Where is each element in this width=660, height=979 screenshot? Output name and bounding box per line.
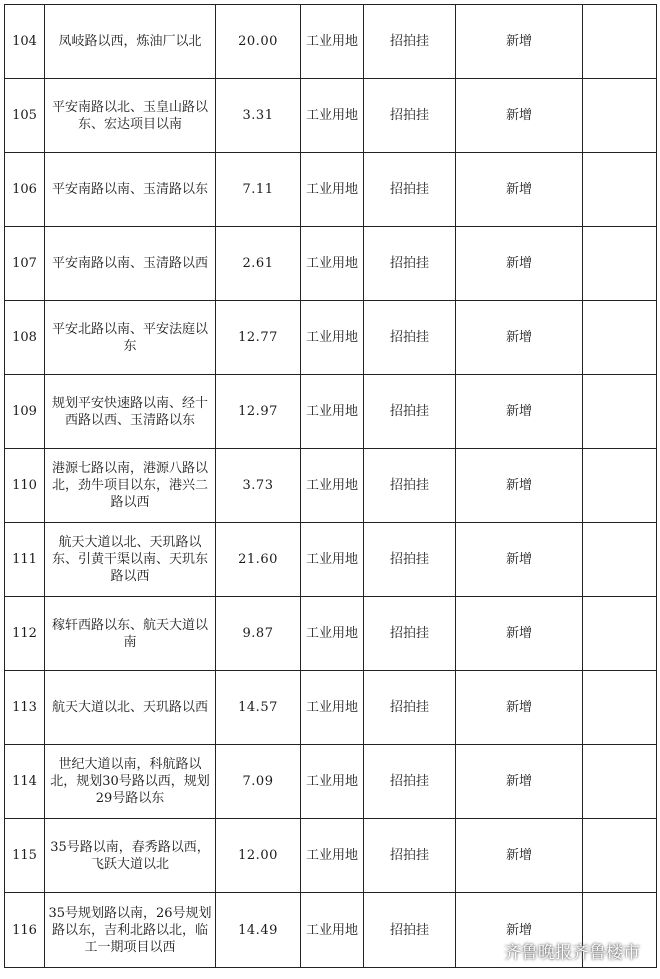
row-number: 110: [5, 449, 45, 523]
table-row: [5, 301, 657, 375]
land-use-cell: 工业用地: [301, 153, 364, 227]
supply-method-cell: 招拍挂: [364, 153, 456, 227]
note-cell: [583, 153, 657, 227]
note-cell: [583, 523, 657, 597]
note-cell: [583, 79, 657, 153]
type-cell: 新增: [456, 153, 583, 227]
supply-method-cell: 招拍挂: [364, 79, 456, 153]
supply-method-cell: 招拍挂: [364, 375, 456, 449]
type-cell: 新增: [456, 227, 583, 301]
note-cell: [583, 449, 657, 523]
land-use-cell: 工业用地: [301, 819, 364, 893]
note-cell: [583, 227, 657, 301]
location-cell: 世纪大道以南，科航路以北，规划30号路以西，规划29号路以东: [45, 745, 216, 819]
location-cell: 平安南路以南、玉清路以西: [45, 227, 216, 301]
table-row: [5, 375, 657, 449]
type-cell: 新增: [456, 375, 583, 449]
land-use-cell: 工业用地: [301, 449, 364, 523]
type-cell: 新增: [456, 893, 583, 968]
table-row: [5, 79, 657, 153]
note-cell: [583, 819, 657, 893]
land-use-cell: 工业用地: [301, 301, 364, 375]
type-cell: 新增: [456, 671, 583, 745]
type-cell: 新增: [456, 523, 583, 597]
type-cell: 新增: [456, 597, 583, 671]
table-row: [5, 745, 657, 819]
supply-method-cell: 招拍挂: [364, 745, 456, 819]
type-cell: 新增: [456, 819, 583, 893]
row-number: 106: [5, 153, 45, 227]
location-cell: 平安南路以南、玉清路以东: [45, 153, 216, 227]
location-cell: 港源七路以南，港源八路以北，劲牛项目以东，港兴二路以西: [45, 449, 216, 523]
area-cell: 2.61: [216, 227, 301, 301]
note-cell: [583, 597, 657, 671]
row-number: 109: [5, 375, 45, 449]
location-cell: 平安北路以南、平安法庭以东: [45, 301, 216, 375]
area-cell: 12.77: [216, 301, 301, 375]
note-cell: [583, 5, 657, 79]
note-cell: [583, 671, 657, 745]
land-supply-table: [4, 4, 657, 968]
location-cell: 规划平安快速路以南、经十西路以西、玉清路以东: [45, 375, 216, 449]
land-use-cell: 工业用地: [301, 745, 364, 819]
land-use-cell: 工业用地: [301, 523, 364, 597]
location-cell: 35号路以南，春秀路以西，飞跃大道以北: [45, 819, 216, 893]
supply-method-cell: 招拍挂: [364, 671, 456, 745]
type-cell: 新增: [456, 449, 583, 523]
supply-method-cell: 招拍挂: [364, 523, 456, 597]
location-cell: 35号规划路以南，26号规划路以东，吉利北路以北，临工一期项目以西: [45, 893, 216, 968]
area-cell: 14.49: [216, 893, 301, 968]
type-cell: 新增: [456, 5, 583, 79]
supply-method-cell: 招拍挂: [364, 301, 456, 375]
note-cell: [583, 375, 657, 449]
table-row: [5, 671, 657, 745]
land-use-cell: 工业用地: [301, 375, 364, 449]
supply-method-cell: 招拍挂: [364, 597, 456, 671]
location-cell: 航天大道以北、天玑路以西: [45, 671, 216, 745]
supply-method-cell: 招拍挂: [364, 227, 456, 301]
row-number: 112: [5, 597, 45, 671]
land-use-cell: 工业用地: [301, 5, 364, 79]
watermark-text: 齐鲁晚报齐鲁楼市: [504, 943, 640, 963]
supply-method-cell: 招拍挂: [364, 449, 456, 523]
area-cell: 3.31: [216, 79, 301, 153]
land-use-cell: 工业用地: [301, 227, 364, 301]
row-number: 116: [5, 893, 45, 968]
area-cell: 20.00: [216, 5, 301, 79]
note-cell: [583, 301, 657, 375]
row-number: 113: [5, 671, 45, 745]
table-row: [5, 597, 657, 671]
area-cell: 7.11: [216, 153, 301, 227]
area-cell: 3.73: [216, 449, 301, 523]
area-cell: 12.97: [216, 375, 301, 449]
note-cell: [583, 745, 657, 819]
area-cell: 21.60: [216, 523, 301, 597]
supply-method-cell: 招拍挂: [364, 5, 456, 79]
row-number: 114: [5, 745, 45, 819]
row-number: 111: [5, 523, 45, 597]
land-use-cell: 工业用地: [301, 79, 364, 153]
type-cell: 新增: [456, 745, 583, 819]
supply-method-cell: 招拍挂: [364, 893, 456, 968]
land-use-cell: 工业用地: [301, 893, 364, 968]
location-cell: 凤岐路以西，炼油厂以北: [45, 5, 216, 79]
land-use-cell: 工业用地: [301, 671, 364, 745]
table-row: [5, 819, 657, 893]
table-row: [5, 523, 657, 597]
wechat-channel-icon: [476, 941, 500, 961]
table-row: [5, 5, 657, 79]
row-number: 107: [5, 227, 45, 301]
row-number: 115: [5, 819, 45, 893]
location-cell: 稼轩西路以东、航天大道以南: [45, 597, 216, 671]
row-number: 108: [5, 301, 45, 375]
type-cell: 新增: [456, 79, 583, 153]
location-cell: 航天大道以北、天玑路以东、引黄干渠以南、天玑东路以西: [45, 523, 216, 597]
row-number: 105: [5, 79, 45, 153]
area-cell: 12.00: [216, 819, 301, 893]
land-use-cell: 工业用地: [301, 597, 364, 671]
area-cell: 14.57: [216, 671, 301, 745]
watermark: [476, 938, 640, 963]
table-row: [5, 227, 657, 301]
row-number: 104: [5, 5, 45, 79]
type-cell: 新增: [456, 301, 583, 375]
supply-method-cell: 招拍挂: [364, 819, 456, 893]
table-row: [5, 449, 657, 523]
location-cell: 平安南路以北、玉皇山路以东、宏达项目以南: [45, 79, 216, 153]
land-supply-table-page: [4, 4, 656, 968]
table-row: [5, 153, 657, 227]
area-cell: 9.87: [216, 597, 301, 671]
area-cell: 7.09: [216, 745, 301, 819]
